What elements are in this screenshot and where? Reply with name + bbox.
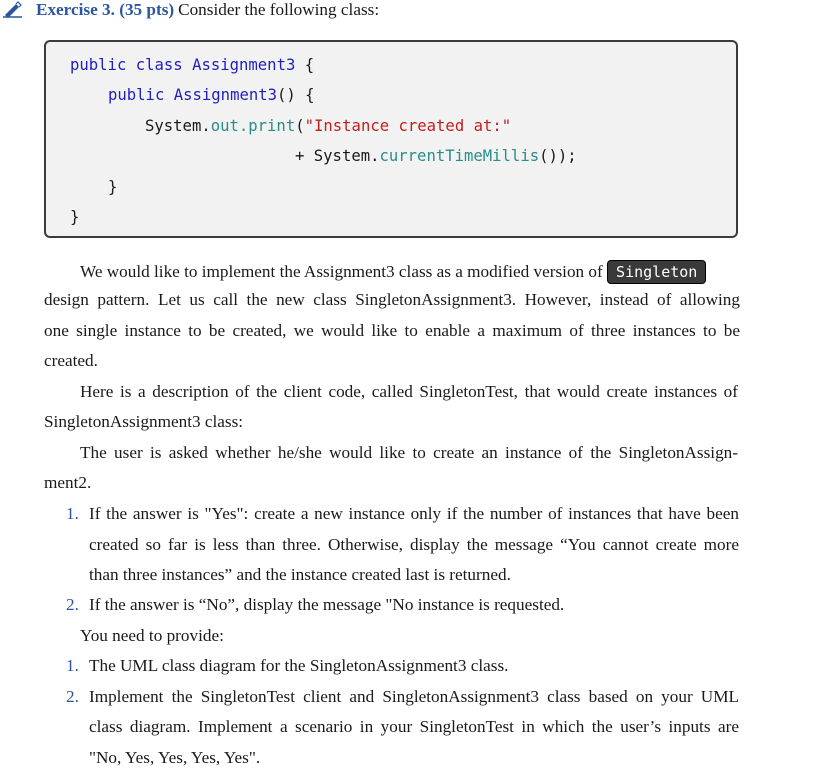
pencil-writing-icon — [2, 0, 24, 18]
singleton-code-chip: Singleton — [607, 260, 706, 284]
code-line-2: public Assignment3() { — [108, 86, 315, 104]
list-2-item-2-line-2: class diagram. Implement a scenario in your SingletonTest in which the user’s inputs are — [89, 717, 739, 736]
paragraph-3-line-1: The user is asked whether he/she would like to create an instance of the SingletonAssign- — [80, 443, 738, 462]
code-line-1: public class Assignment3 { — [70, 56, 315, 74]
list-1-item-1-line-3: than three instances” and the instance created last is returned. — [89, 565, 511, 584]
code-line-3: System.out.print("Instance created at:" — [145, 117, 512, 135]
list-2-item-2-line-3: "No, Yes, Yes, Yes, Yes". — [89, 748, 261, 767]
provide-label: You need to provide: — [80, 626, 224, 645]
list-2-item-2-line-1: Implement the SingletonTest client and SingletonAssignment3 class based on your UML — [89, 687, 739, 706]
list-1-item-1-line-1: If the answer is "Yes": create a new instance only if the number of instances that have been — [89, 504, 739, 523]
paragraph-1-line-4: created. — [44, 351, 98, 370]
paragraph-1-line-2: design pattern. Let us call the new class SingletonAssignment3. However, instead of allowing — [44, 290, 740, 309]
code-line-5: } — [108, 178, 118, 196]
list-2-number-2: 2. — [66, 687, 79, 706]
code-line-4: + System.currentTimeMillis()); — [295, 147, 577, 165]
points-label: (35 pts) — [119, 0, 175, 19]
paragraph-2-line-1: Here is a description of the client code, called SingletonTest, that would create instances of — [80, 382, 738, 401]
paragraph-2-line-2: SingletonAssignment3 class: — [44, 412, 244, 431]
list-1-number-1: 1. — [66, 504, 79, 523]
paragraph-1-line-1: We would like to implement the Assignment3 class as a modified version of Singleton — [80, 260, 740, 284]
paragraph-3-line-2: ment2. — [44, 473, 92, 492]
list-1-number-2: 2. — [66, 595, 79, 614]
list-1-item-2-line-1: If the answer is “No”, display the message "No instance is requested. — [89, 595, 565, 614]
code-line-6: } — [70, 208, 80, 226]
code-listing — [44, 40, 738, 238]
paragraph-1-line-3: one single instance to be created, we would like to enable a maximum of three instances to be — [44, 321, 740, 340]
list-2-number-1: 1. — [66, 656, 79, 675]
heading-text: Consider the following class: — [178, 0, 380, 19]
list-1-item-1-line-2: created so far is less than three. Otherwise, display the message “You cannot create more — [89, 535, 739, 554]
exercise-label: Exercise 3. — [36, 0, 115, 19]
exercise-heading — [0, 0, 379, 22]
list-2-item-1-line-1: The UML class diagram for the SingletonAssignment3 class. — [89, 656, 509, 675]
